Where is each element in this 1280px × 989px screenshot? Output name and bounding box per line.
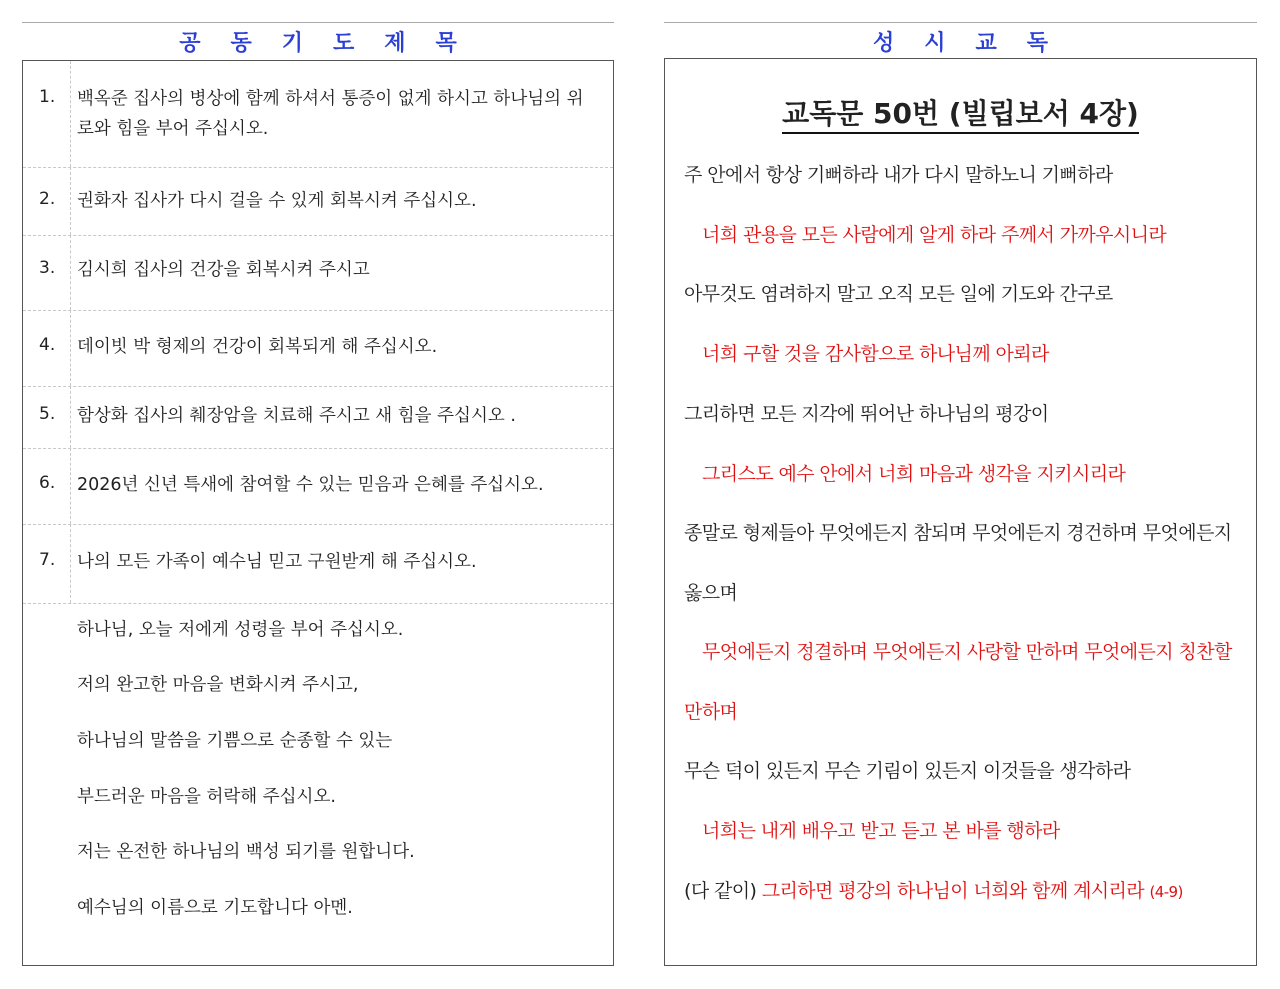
prayer-text: 김시희 집사의 건강을 회복시켜 주시고: [77, 260, 370, 280]
prayer-item-5: [23, 386, 613, 449]
prayer-text: 백옥준 집사의 병상에 함께 하셔서 통증이 없게 하시고 하나님의 위로와 힘을 부어 주십시오.: [77, 89, 584, 139]
prayer-item-3: [23, 235, 613, 311]
unison-line: [684, 878, 1183, 905]
prayer-box: [22, 60, 614, 966]
prayer-text: 함상화 집사의 췌장암을 치료해 주시고 새 힘을 주십시오 .: [77, 406, 516, 426]
prayer-item-2: [23, 167, 613, 236]
leader-line-cont: 옳으며: [684, 582, 738, 604]
prayer-number: 5.: [39, 404, 56, 424]
prayer-number: 3.: [39, 258, 56, 278]
left-header-rule: [22, 22, 614, 23]
leader-line: 그리하면 모든 지각에 뛰어난 하나님의 평강이: [684, 403, 1049, 425]
prayer-item-6: [23, 448, 613, 525]
prayer-text: 2026년 신년 특새에 참여할 수 있는 믿음과 은혜를 주십시오.: [77, 475, 544, 495]
number-divider: [70, 61, 71, 167]
response-line: 너희는 내게 배우고 받고 듣고 본 바를 행하라: [702, 820, 1060, 842]
unison-text: 그리하면 평강의 하나님이 너희와 함께 계시리라: [761, 880, 1145, 902]
prayer-number: 2.: [39, 189, 56, 209]
right-header-rule: [664, 22, 1257, 23]
prayer-number: 4.: [39, 335, 56, 355]
leader-line: 주 안에서 항상 기뻐하라 내가 다시 말하노니 기뻐하라: [684, 164, 1113, 186]
prayer-item-1: [23, 61, 613, 168]
leader-line: 아무것도 염려하지 말고 오직 모든 일에 기도와 간구로: [684, 283, 1113, 305]
unison-prefix: (다 같이): [684, 880, 757, 902]
number-divider: [70, 310, 71, 386]
response-line-cont: 만하며: [684, 701, 738, 723]
prayer-text: 권화자 집사가 다시 걸을 수 있게 회복시켜 주십시오.: [77, 191, 477, 211]
prayer-number: 1.: [39, 87, 56, 107]
prayer-number: 6.: [39, 473, 56, 493]
closing-prayer-line: 예수님의 이름으로 기도합니다 아멘.: [77, 898, 353, 918]
response-line: 무엇에든지 정결하며 무엇에든지 사랑할 만하며 무엇에든지 칭찬할: [702, 641, 1232, 663]
number-divider: [70, 386, 71, 448]
number-divider: [70, 524, 71, 603]
closing-prayer-line: 하나님의 말씀을 기쁨으로 순종할 수 있는: [77, 731, 393, 751]
prayer-number: 7.: [39, 550, 56, 570]
reading-title: [664, 92, 1257, 132]
number-divider: [70, 167, 71, 235]
prayer-section-title: 공동기도제목: [179, 31, 487, 56]
prayer-item-7: [23, 524, 613, 604]
response-line: 너희 관용을 모든 사람에게 알게 하라 주께서 가까우시니라: [702, 224, 1167, 246]
number-divider: [70, 235, 71, 310]
leader-line: 무슨 덕이 있든지 무슨 기림이 있든지 이것들을 생각하라: [684, 760, 1131, 782]
reading-title-text: 교독문 50번 (빌립보서 4장): [782, 97, 1139, 134]
closing-prayer-line: 저는 온전한 하나님의 백성 되기를 원합니다.: [77, 842, 415, 862]
scripture-reference: (4-9): [1149, 883, 1183, 901]
closing-prayer-line: 하나님, 오늘 저에게 성령을 부어 주십시오.: [77, 620, 404, 640]
response-line: 그리스도 예수 안에서 너희 마음과 생각을 지키시리라: [702, 463, 1126, 485]
number-divider: [70, 448, 71, 524]
closing-prayer-line: 저의 완고한 마음을 변화시켜 주시고,: [77, 675, 359, 695]
closing-prayer-line: 부드러운 마음을 허락해 주십시오.: [77, 787, 336, 807]
responsive-reading-section-title: 성시교독: [872, 31, 1078, 56]
response-line: 너희 구할 것을 감사함으로 하나님께 아뢰라: [702, 343, 1049, 365]
prayer-text: 데이빗 박 형제의 건강이 회복되게 해 주십시오.: [77, 337, 438, 357]
prayer-text: 나의 모든 가족이 예수님 믿고 구원받게 해 주십시오.: [77, 552, 477, 572]
leader-line: 종말로 형제들아 무엇에든지 참되며 무엇에든지 경건하며 무엇에든지: [684, 522, 1232, 544]
prayer-item-4: [23, 310, 613, 387]
